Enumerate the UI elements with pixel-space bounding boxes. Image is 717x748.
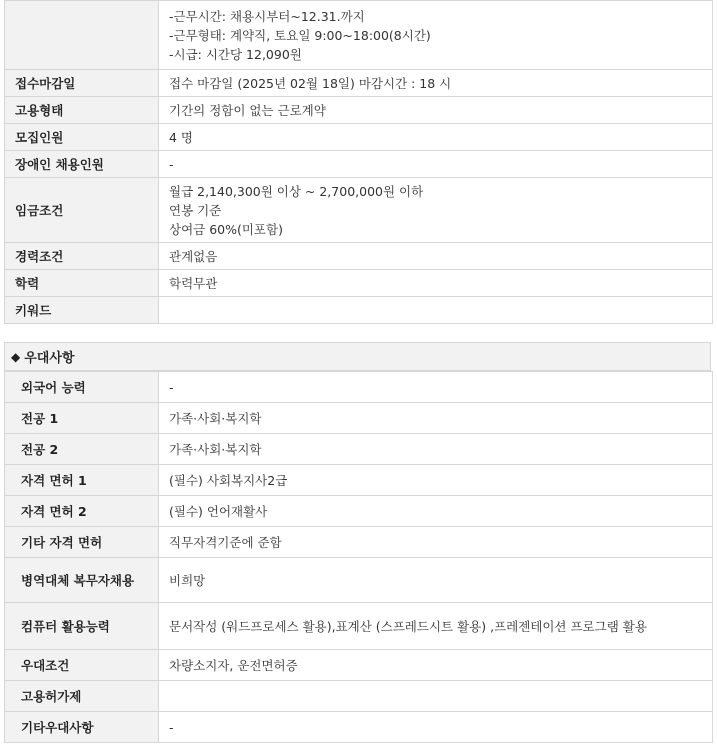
- deadline-value: 접수 마감일 (2025년 02월 18일) 마감시간 : 18 시: [159, 70, 713, 97]
- education-label: 학력: [5, 270, 159, 297]
- disabled-hiring-value: -: [159, 151, 713, 178]
- work-info-line: -시급: 시간당 12,090원: [169, 46, 302, 62]
- work-info-line: -근무시간: 채용시부터~12.31.까지: [169, 8, 365, 24]
- license-1-value: (필수) 사회복지사2급: [159, 465, 713, 496]
- work-info-line: -근무형태: 계약직, 토요일 9:00~18:00(8시간): [169, 27, 431, 43]
- major-2-label: 전공 2: [5, 434, 159, 465]
- foreign-language-value: -: [159, 372, 713, 403]
- preferred-conditions-label: 우대조건: [5, 650, 159, 681]
- preferences-title: 우대사항: [24, 351, 75, 366]
- other-preferences-label: 기타우대사항: [5, 712, 159, 743]
- computer-skills-label: 컴퓨터 활용능력: [5, 603, 159, 650]
- work-info-value: [159, 1, 713, 70]
- wage-line: 월급 2,140,300원 이상 ~ 2,700,000원 이하: [169, 183, 424, 199]
- major-1-row: [5, 403, 713, 434]
- major-1-label: 전공 1: [5, 403, 159, 434]
- military-service-label: 병역대체 복무자채용: [5, 558, 159, 603]
- major-2-row: [5, 434, 713, 465]
- preferred-conditions-value: 차량소지자, 운전면허증: [159, 650, 713, 681]
- computer-skills-row: [5, 603, 713, 650]
- license-2-value: (필수) 언어재활사: [159, 496, 713, 527]
- computer-skills-value: 문서작성 (워드프로세스 활용),표계산 (스프레드시트 활용) ,프레젠테이션 프로그램 활용: [159, 603, 713, 650]
- major-2-value: 가족·사회·복지학: [159, 434, 713, 465]
- other-license-row: [5, 527, 713, 558]
- headcount-label: 모집인원: [5, 124, 159, 151]
- license-1-row: [5, 465, 713, 496]
- foreign-language-row: [5, 372, 713, 403]
- job-posting-content: [4, 0, 716, 743]
- military-service-row: [5, 558, 713, 603]
- license-2-label: 자격 면허 2: [5, 496, 159, 527]
- diamond-icon: ◆: [11, 349, 21, 364]
- license-1-label: 자격 면허 1: [5, 465, 159, 496]
- headcount-value: 4 명: [159, 124, 713, 151]
- disabled-hiring-row: [5, 151, 713, 178]
- wage-line: 연봉 기준: [169, 202, 222, 218]
- preferences-table: [4, 371, 713, 743]
- work-info-row: [5, 1, 713, 70]
- preferences-section-header: [4, 342, 711, 371]
- other-license-value: 직무자격기준에 준함: [159, 527, 713, 558]
- military-service-value: 비희망: [159, 558, 713, 603]
- wage-line: 상여금 60%(미포함): [169, 221, 283, 237]
- employment-type-row: [5, 97, 713, 124]
- work-info-label: [5, 1, 159, 70]
- experience-value: 관계없음: [159, 243, 713, 270]
- keyword-row: [5, 297, 713, 324]
- wage-label: 임금조건: [5, 178, 159, 243]
- other-license-label: 기타 자격 면허: [5, 527, 159, 558]
- preferred-conditions-row: [5, 650, 713, 681]
- education-row: [5, 270, 713, 297]
- deadline-label: 접수마감일: [5, 70, 159, 97]
- employment-permit-row: [5, 681, 713, 712]
- job-details-table: [4, 0, 713, 324]
- major-1-value: 가족·사회·복지학: [159, 403, 713, 434]
- education-value: 학력무관: [159, 270, 713, 297]
- employment-type-label: 고용형태: [5, 97, 159, 124]
- employment-permit-value: [159, 681, 713, 712]
- employment-type-value: 기간의 정함이 없는 근로계약: [159, 97, 713, 124]
- foreign-language-label: 외국어 능력: [5, 372, 159, 403]
- deadline-row: [5, 70, 713, 97]
- keyword-value: [159, 297, 713, 324]
- license-2-row: [5, 496, 713, 527]
- employment-permit-label: 고용허가제: [5, 681, 159, 712]
- experience-label: 경력조건: [5, 243, 159, 270]
- other-preferences-value: -: [159, 712, 713, 743]
- disabled-hiring-label: 장애인 채용인원: [5, 151, 159, 178]
- experience-row: [5, 243, 713, 270]
- keyword-label: 키워드: [5, 297, 159, 324]
- headcount-row: [5, 124, 713, 151]
- other-preferences-row: [5, 712, 713, 743]
- wage-row: [5, 178, 713, 243]
- wage-value: [159, 178, 713, 243]
